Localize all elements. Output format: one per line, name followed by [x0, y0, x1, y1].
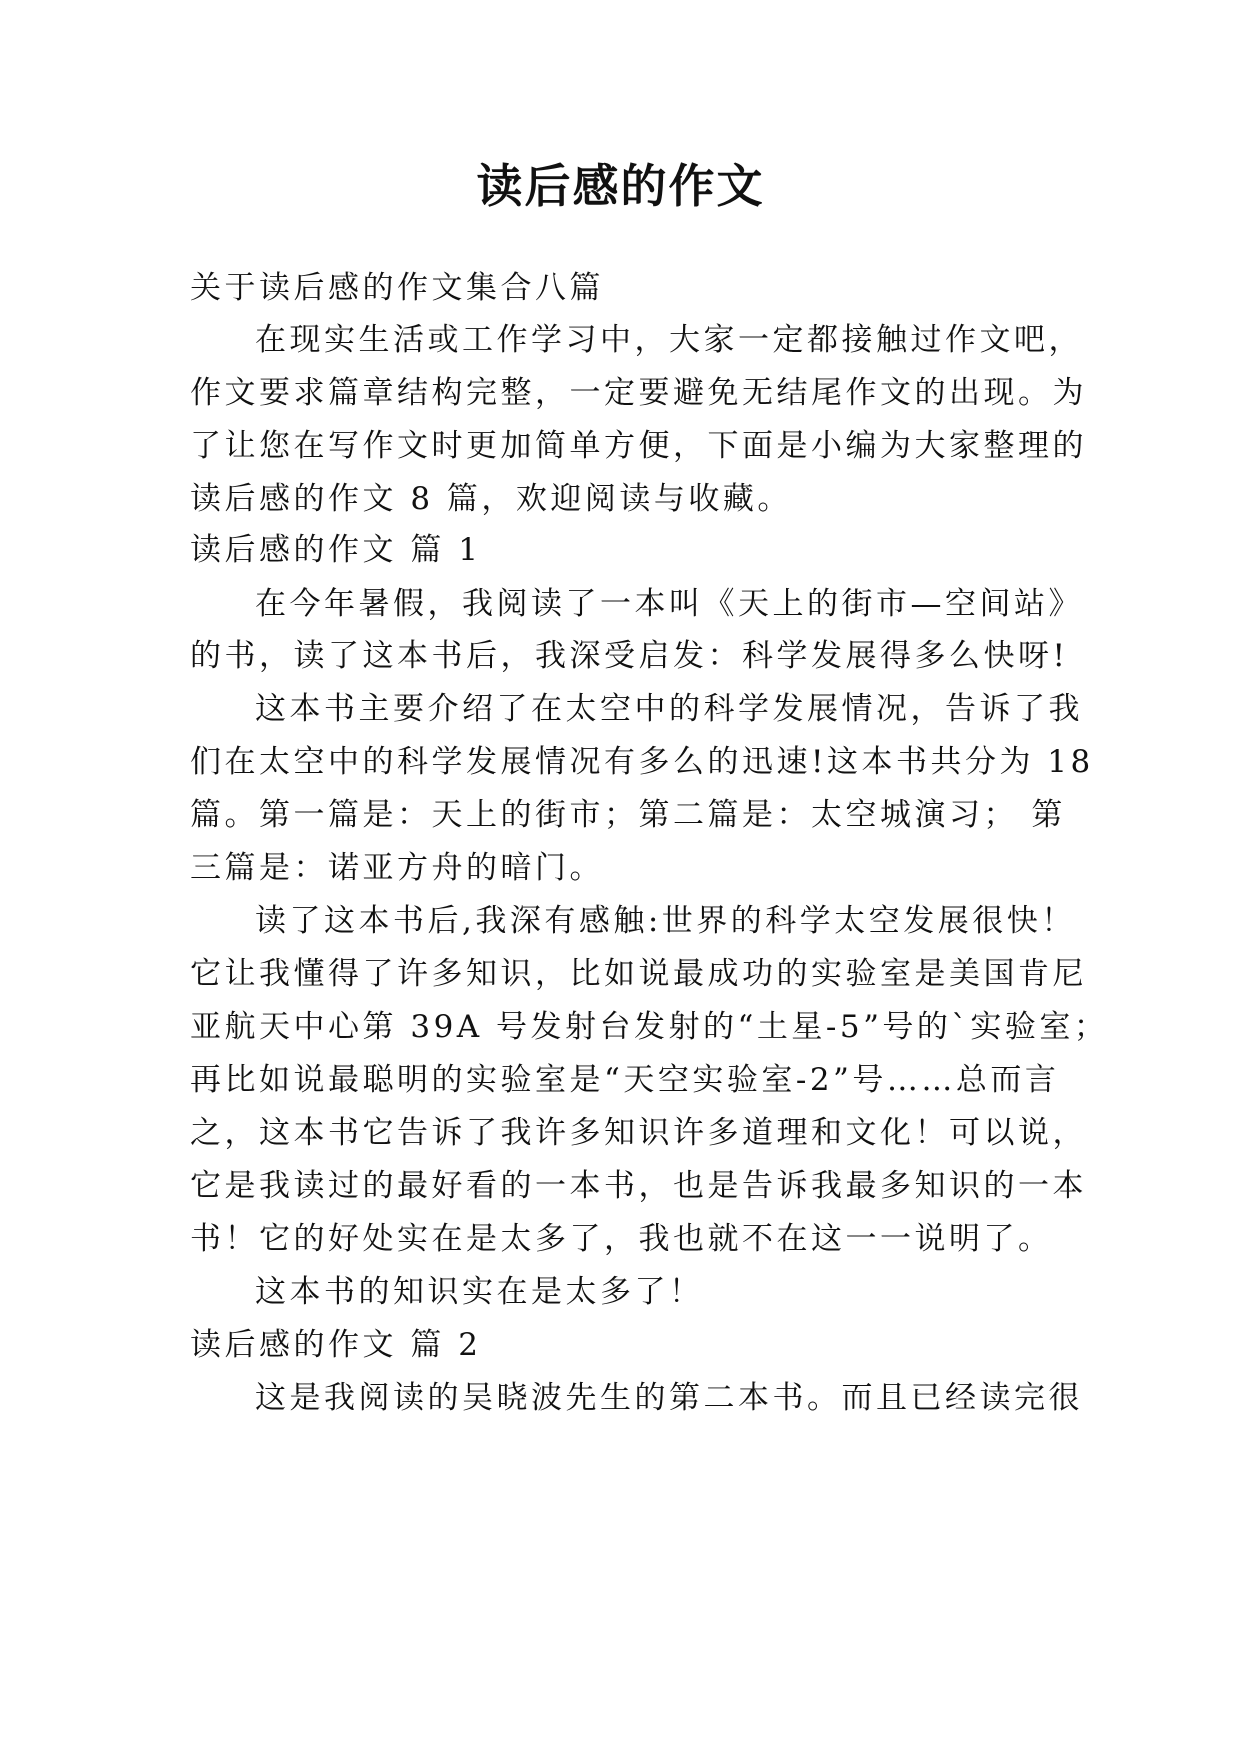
paragraph-line: 读了这本书后,我深有感触:世界的科学太空发展很快！ [255, 903, 1076, 939]
paragraph-line: 在现实生活或工作学习中，大家一定都接触过作文吧， [255, 322, 1083, 358]
section-heading: 读后感的作文 篇 1 [190, 532, 482, 568]
paragraph-line: 的书，读了这本书后，我深受启发：科学发展得多么快呀! [190, 638, 1069, 674]
paragraph-line: 它是我读过的最好看的一本书，也是告诉我最多知识的一本 [190, 1168, 1087, 1204]
paragraph-line: 了让您在写作文时更加简单方便，下面是小编为大家整理的 [190, 428, 1087, 464]
paragraph-line: 篇。第一篇是：天上的街市；第二篇是：太空城演习； 第 [190, 797, 1066, 833]
paragraph-line: 在今年暑假，我阅读了一本叫《天上的街市—空间站》 [255, 586, 1083, 622]
document-title: 读后感的作文 [476, 159, 765, 213]
paragraph-line: 这本书主要介绍了在太空中的科学发展情况，告诉了我 [255, 691, 1083, 727]
paragraph-line: 读后感的作文 8 篇，欢迎阅读与收藏。 [190, 481, 792, 517]
paragraph-line: 们在太空中的科学发展情况有多么的迅速!这本书共分为 18 [190, 744, 1094, 780]
document-subtitle: 关于读后感的作文集合八篇 [190, 270, 604, 306]
paragraph-line: 这是我阅读的吴晓波先生的第二本书。而且已经读完很 [255, 1380, 1083, 1416]
paragraph-line: 书！它的好处实在是太多了，我也就不在这一一说明了。 [190, 1221, 1053, 1257]
section-heading: 读后感的作文 篇 2 [190, 1327, 482, 1363]
paragraph-line: 再比如说最聪明的实验室是“天空实验室-2”号……总而言 [190, 1062, 1060, 1098]
paragraph-line: 亚航天中心第 39A 号发射台发射的“土星-5”号的`实验室； [190, 1009, 1109, 1045]
paragraph-line: 三篇是：诺亚方舟的暗门。 [190, 850, 604, 886]
paragraph-line: 它让我懂得了许多知识，比如说最成功的实验室是美国肯尼 [190, 956, 1087, 992]
paragraph-line: 作文要求篇章结构完整，一定要避免无结尾作文的出现。为 [190, 375, 1087, 411]
paragraph-line: 这本书的知识实在是太多了！ [255, 1274, 704, 1310]
paragraph-line: 之，这本书它告诉了我许多知识许多道理和文化！可以说， [190, 1115, 1087, 1151]
